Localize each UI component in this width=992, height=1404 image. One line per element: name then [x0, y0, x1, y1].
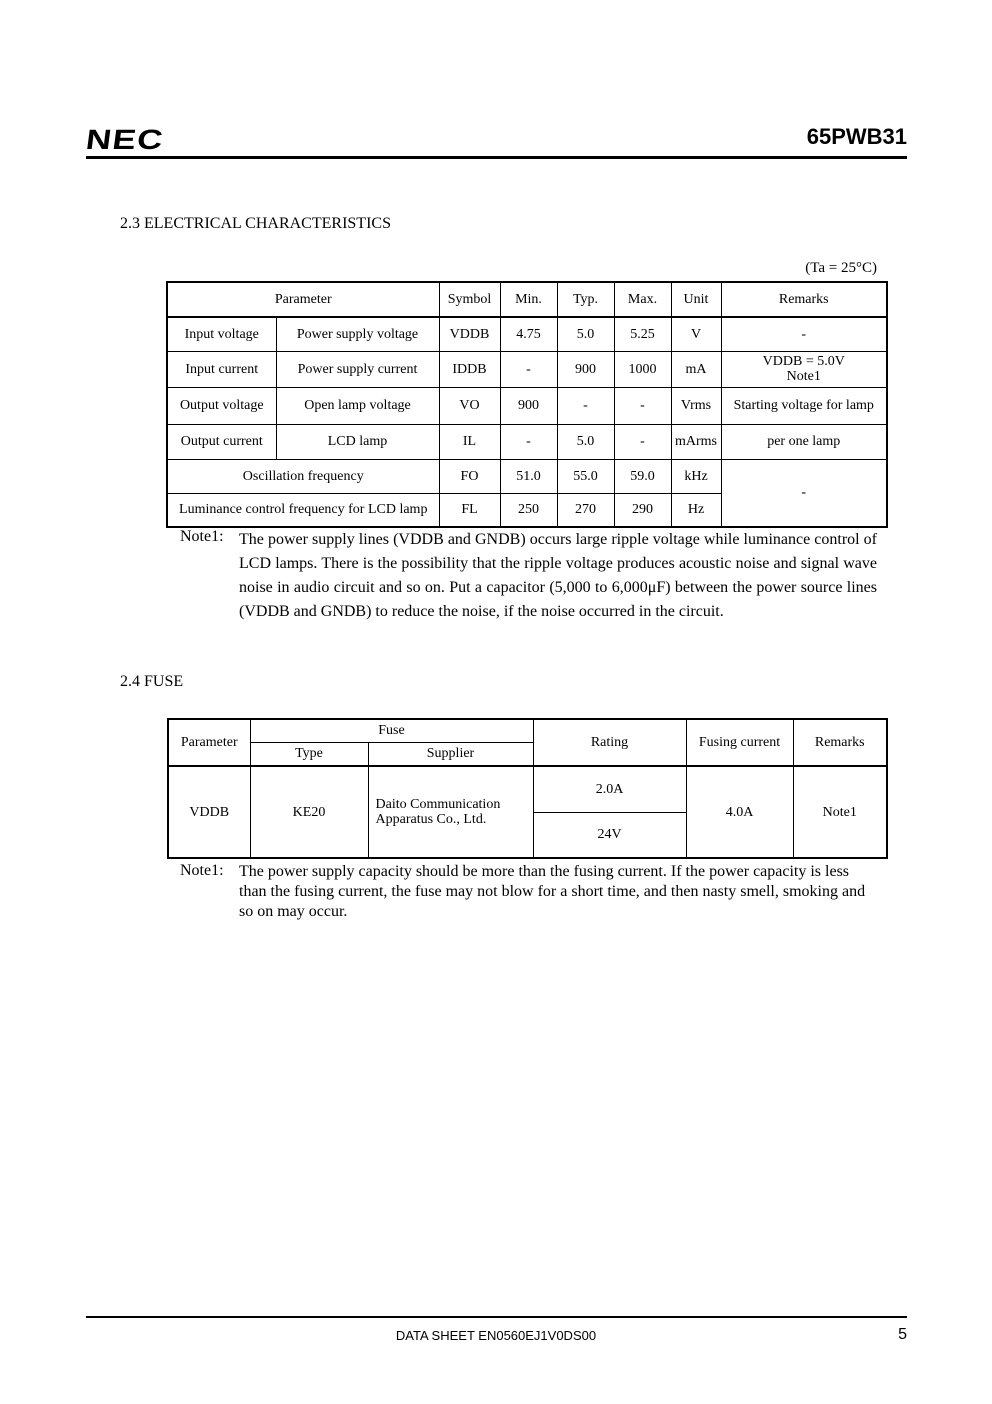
cell-symbol: IL: [439, 424, 500, 459]
cell-min: -: [500, 424, 557, 459]
cell-param: Input voltage: [167, 317, 276, 351]
header-parameter: Parameter: [168, 719, 250, 766]
supplier-line2: Apparatus Co., Ltd.: [375, 812, 487, 827]
table-row: [167, 424, 887, 459]
cell-unit: Hz: [671, 493, 721, 527]
cell-rating-current: 2.0A: [533, 766, 686, 812]
note-text: The power supply capacity should be more than the fusing current. If the power capacity is less than the fusing current, the fuse may not blow for a short time, and then nasty smell, smoking and so on may occur.: [239, 863, 866, 920]
section-fuse-title: 2.4 FUSE: [120, 673, 184, 690]
cell-typ: 55.0: [557, 459, 614, 493]
table-header-row: [167, 282, 887, 317]
cell-remarks: Starting voltage for lamp: [721, 387, 887, 424]
cell-min: 4.75: [500, 317, 557, 351]
note-text: The power supply lines (VDDB and GNDB) occurs large ripple voltage while luminance control of LCD lamps. There is the possibility that the ripple voltage produces acoustic noise and signal wave noise in audio circuit and so on. Put a capacitor (5,000 to 6,000μF) between the power source lines (VDDB and GNDB) to reduce the noise, if the noise occurred in the circuit.: [239, 531, 877, 620]
cell-min: 900: [500, 387, 557, 424]
cell-unit: mArms: [671, 424, 721, 459]
table-row: [167, 351, 887, 387]
cell-sub: Power supply voltage: [276, 317, 439, 351]
cell-max: 5.25: [614, 317, 671, 351]
nec-logo: NEC: [84, 124, 166, 155]
page-header: [86, 120, 907, 158]
table-row: [167, 387, 887, 424]
cell-max: -: [614, 424, 671, 459]
cell-supplier: [368, 766, 533, 858]
cell-unit: Vrms: [671, 387, 721, 424]
part-number: 65PWB31: [806, 124, 907, 149]
header-symbol: Symbol: [439, 282, 500, 317]
table-row: [168, 766, 887, 812]
supplier-line1: Daito Communication: [375, 797, 501, 812]
fuse-table: [167, 718, 888, 859]
note-label: Note1:: [180, 528, 224, 545]
header-supplier: Supplier: [368, 742, 533, 766]
cell-param: Input current: [167, 351, 276, 387]
header-divider: [86, 156, 907, 159]
header-type: Type: [250, 742, 368, 766]
cell-typ: 900: [557, 351, 614, 387]
cell-min: -: [500, 351, 557, 387]
cell-min: 250: [500, 493, 557, 527]
cell-max: 1000: [614, 351, 671, 387]
cell-param: Luminance control frequency for LCD lamp: [167, 493, 439, 527]
header-remarks: Remarks: [793, 719, 887, 766]
cell-param: Oscillation frequency: [167, 459, 439, 493]
cell-max: 59.0: [614, 459, 671, 493]
cell-sub: Power supply current: [276, 351, 439, 387]
cell-typ: 270: [557, 493, 614, 527]
cell-rating-voltage: 24V: [533, 812, 686, 858]
header-fuse: Fuse: [250, 719, 533, 742]
temperature-condition: (Ta = 25°C): [805, 260, 877, 276]
electrical-note: [180, 528, 877, 624]
cell-symbol: FO: [439, 459, 500, 493]
cell-remarks: -: [721, 317, 887, 351]
cell-sub: Open lamp voltage: [276, 387, 439, 424]
header-rating: Rating: [533, 719, 686, 766]
cell-symbol: VO: [439, 387, 500, 424]
cell-unit: kHz: [671, 459, 721, 493]
header-unit: Unit: [671, 282, 721, 317]
cell-symbol: FL: [439, 493, 500, 527]
note-label: Note1:: [180, 862, 224, 879]
header-typ: Typ.: [557, 282, 614, 317]
cell-typ: 5.0: [557, 317, 614, 351]
cell-typ: 5.0: [557, 424, 614, 459]
table-header-row: [168, 719, 887, 742]
footer-divider: [86, 1316, 907, 1318]
fuse-note: [180, 862, 877, 922]
cell-typ: -: [557, 387, 614, 424]
section-electrical-title: 2.3 ELECTRICAL CHARACTERISTICS: [120, 215, 391, 232]
cell-symbol: VDDB: [439, 317, 500, 351]
table-row: [167, 317, 887, 351]
header-max: Max.: [614, 282, 671, 317]
header-remarks: Remarks: [721, 282, 887, 317]
cell-param: Output voltage: [167, 387, 276, 424]
cell-max: -: [614, 387, 671, 424]
page-number: 5: [898, 1326, 907, 1343]
cell-parameter: VDDB: [168, 766, 250, 858]
cell-param: Output current: [167, 424, 276, 459]
cell-fusing-current: 4.0A: [686, 766, 793, 858]
cell-remarks: Note1: [793, 766, 887, 858]
cell-symbol: IDDB: [439, 351, 500, 387]
cell-remarks: [721, 351, 887, 387]
header-parameter: Parameter: [167, 282, 439, 317]
header-min: Min.: [500, 282, 557, 317]
remarks-line2: Note1: [786, 369, 821, 384]
cell-unit: V: [671, 317, 721, 351]
cell-sub: LCD lamp: [276, 424, 439, 459]
cell-type: KE20: [250, 766, 368, 858]
footer-doc-id: DATA SHEET EN0560EJ1V0DS00: [395, 1328, 597, 1343]
remarks-line1: VDDB = 5.0V: [762, 354, 845, 369]
electrical-characteristics-table: [166, 281, 888, 528]
table-row: [167, 459, 887, 493]
cell-remarks: per one lamp: [721, 424, 887, 459]
header-fusing-current: Fusing current: [686, 719, 793, 766]
cell-max: 290: [614, 493, 671, 527]
cell-remarks: -: [721, 459, 887, 527]
cell-min: 51.0: [500, 459, 557, 493]
cell-unit: mA: [671, 351, 721, 387]
